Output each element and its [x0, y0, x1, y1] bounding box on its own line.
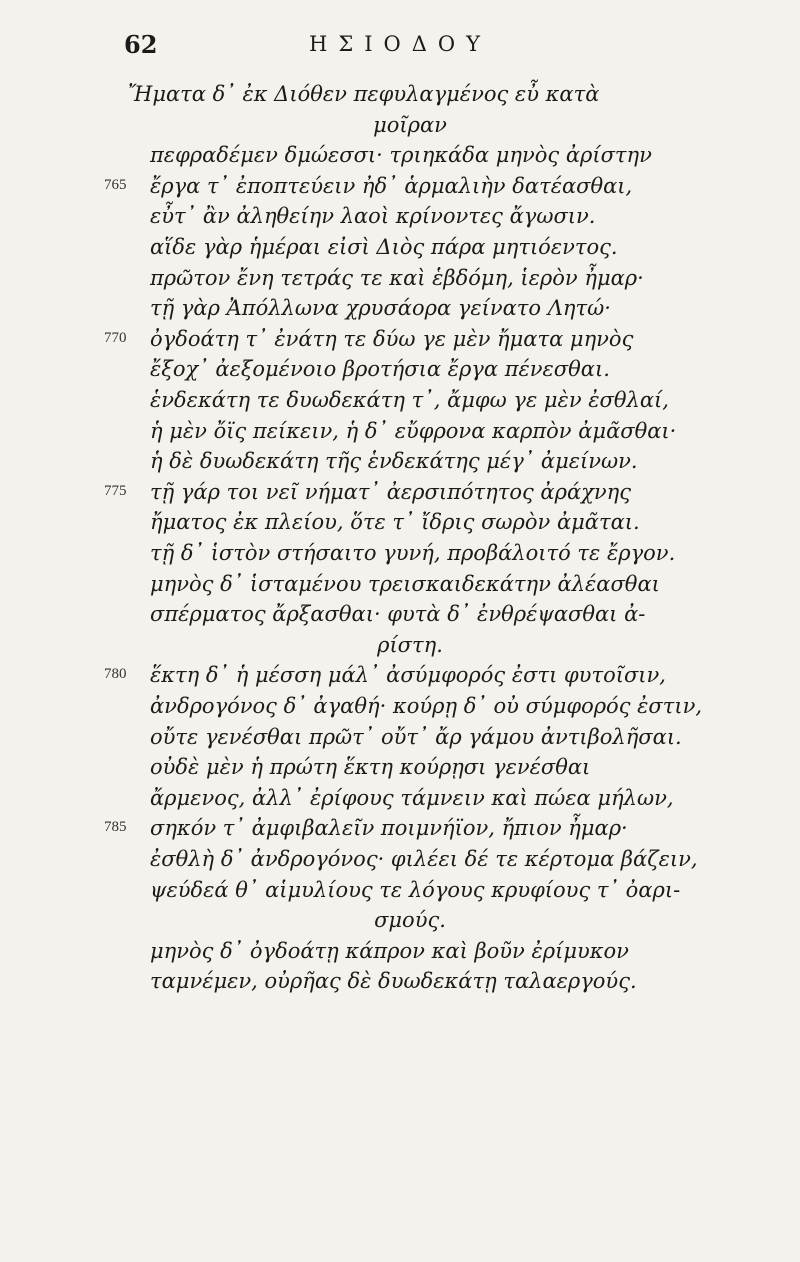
verse-line [0, 786, 800, 816]
verse-line-text: ἕκτη δ᾽ ἡ μέσση μάλ᾽ ἀσύμφορός ἐστι φυτοῖσιν, [150, 663, 666, 687]
page-number: 62 [124, 30, 158, 59]
verse-line [0, 327, 800, 357]
verse-line [0, 572, 800, 602]
verse-line-text: ἡ μὲν ὄϊς πείκειν, ἡ δ᾽ εὔφρονα καρπὸν ἀμᾶσθαι· [150, 419, 677, 443]
verse-line [0, 694, 800, 724]
verse-line [0, 143, 800, 173]
verse-line-text: τῇ γάρ τοι νεῖ νήματ᾽ ἀερσιπότητος ἀράχνης [150, 480, 631, 504]
verse-line [0, 449, 800, 479]
verse-line-text: μοῖραν [373, 113, 447, 137]
line-number: 765 [104, 177, 127, 193]
verse-line-text: μηνὸς δ᾽ ὀγδοάτῃ κάπρον καὶ βοῦν ἐρίμυκον [150, 939, 629, 963]
running-head: ΗΣΙΟΔΟΥ [309, 32, 491, 56]
verse-line [0, 878, 800, 908]
verse-line [0, 908, 800, 938]
verse-line-text: τῇ δ᾽ ἱστὸν στήσαιτο γυνή, προβάλοιτό τε ἔργον. [150, 541, 676, 565]
verse-line-text: ἔργα τ᾽ ἐποπτεύειν ἠδ᾽ ἁρμαλιὴν δατέασθαι, [150, 174, 633, 198]
verse-line [0, 266, 800, 296]
verse-line-text: εὖτ᾽ ἂν ἀληθείην λαοὶ κρίνοντες ἄγωσιν. [150, 204, 596, 228]
verse-line [0, 82, 800, 112]
line-number: 785 [104, 819, 127, 835]
verse-line [0, 847, 800, 877]
verse-line-text: αἵδε γὰρ ἡμέραι εἰσὶ Διὸς πάρα μητιόεντος. [150, 235, 618, 259]
verse-line [0, 755, 800, 785]
verse-line-text: ἡ δὲ δυωδεκάτη τῆς ἑνδεκάτης μέγ᾽ ἀμείνων. [150, 449, 638, 473]
verse-line [0, 663, 800, 693]
verse-line [0, 541, 800, 571]
verse-line [0, 480, 800, 510]
verse-line-text: τῇ γὰρ Ἀπόλλωνα χρυσάορα γείνατο Λητώ· [150, 296, 611, 320]
page-header [0, 30, 800, 66]
verse-line [0, 235, 800, 265]
verse-line-text: ἑνδεκάτη τε δυωδεκάτη τ᾽, ἄμφω γε μὲν ἐσθλαί, [150, 388, 669, 412]
verse-line-text: μηνὸς δ᾽ ἱσταμένου τρεισκαιδεκάτην ἀλέασθαι [150, 572, 660, 596]
verse-line [0, 602, 800, 632]
verse-line-text: πρῶτον ἔνη τετράς τε καὶ ἑβδόμη, ἱερὸν ἦμαρ· [150, 266, 644, 290]
verse-line-text: ταμνέμεν, οὐρῆας δὲ δυωδεκάτῃ ταλαεργούς. [150, 969, 637, 993]
verse-line [0, 204, 800, 234]
verse-line [0, 725, 800, 755]
verse-line [0, 969, 800, 999]
verse-line-text: οὔτε γενέσθαι πρῶτ᾽ οὔτ᾽ ἄρ γάμου ἀντιβολῆσαι. [150, 725, 682, 749]
verse-line-text: Ἤματα δ᾽ ἐκ Διόθεν πεφυλαγμένος εὖ κατὰ [128, 82, 600, 106]
verse-line [0, 939, 800, 969]
verse-line-text: ἄρμενος, ἀλλ᾽ ἐρίφους τάμνειν καὶ πώεα μήλων, [150, 786, 674, 810]
verse-line-text: οὐδὲ μὲν ἡ πρώτη ἕκτη κούρῃσι γενέσθαι [150, 755, 591, 779]
verse-line [0, 357, 800, 387]
verse-line-text: ἀνδρογόνος δ᾽ ἀγαθή· κούρῃ δ᾽ οὐ σύμφορός ἐστιν, [150, 694, 703, 718]
verse-line [0, 296, 800, 326]
verse-line [0, 113, 800, 143]
verse-line-text: ὀγδοάτη τ᾽ ἐνάτη τε δύω γε μὲν ἤματα μηνὸς [150, 327, 634, 351]
verse-line-text: ἤματος ἐκ πλείου, ὅτε τ᾽ ἴδρις σωρὸν ἀμᾶται. [150, 510, 640, 534]
verse-line [0, 633, 800, 663]
verse-line-text: ψεύδεά θ᾽ αἱμυλίους τε λόγους κρυφίους τ᾽ ὀαρι- [150, 878, 681, 902]
verse-line-text: ρίστη. [377, 633, 443, 657]
verse-line [0, 419, 800, 449]
verse-line-text: πεφραδέμεν δμώεσσι· τριηκάδα μηνὸς ἀρίστην [150, 143, 652, 167]
line-number: 775 [104, 483, 127, 499]
verse-line-text: σπέρματος ἄρξασθαι· φυτὰ δ᾽ ἐνθρέψασθαι ἀ- [150, 602, 646, 626]
verse-line [0, 510, 800, 540]
verse-line-text: σμούς. [374, 908, 446, 932]
verse-line [0, 388, 800, 418]
verse-line-text: ἔξοχ᾽ ἀεξομένοιο βροτήσια ἔργα πένεσθαι. [150, 357, 610, 381]
line-number: 780 [104, 666, 127, 682]
verse-line [0, 816, 800, 846]
verse-line-text: ἐσθλὴ δ᾽ ἀνδρογόνος· φιλέει δέ τε κέρτομα βάζειν, [150, 847, 698, 871]
verse-line [0, 174, 800, 204]
verse-line-text: σηκόν τ᾽ ἀμφιβαλεῖν ποιμνήϊον, ἤπιον ἦμαρ· [150, 816, 628, 840]
line-number: 770 [104, 330, 127, 346]
